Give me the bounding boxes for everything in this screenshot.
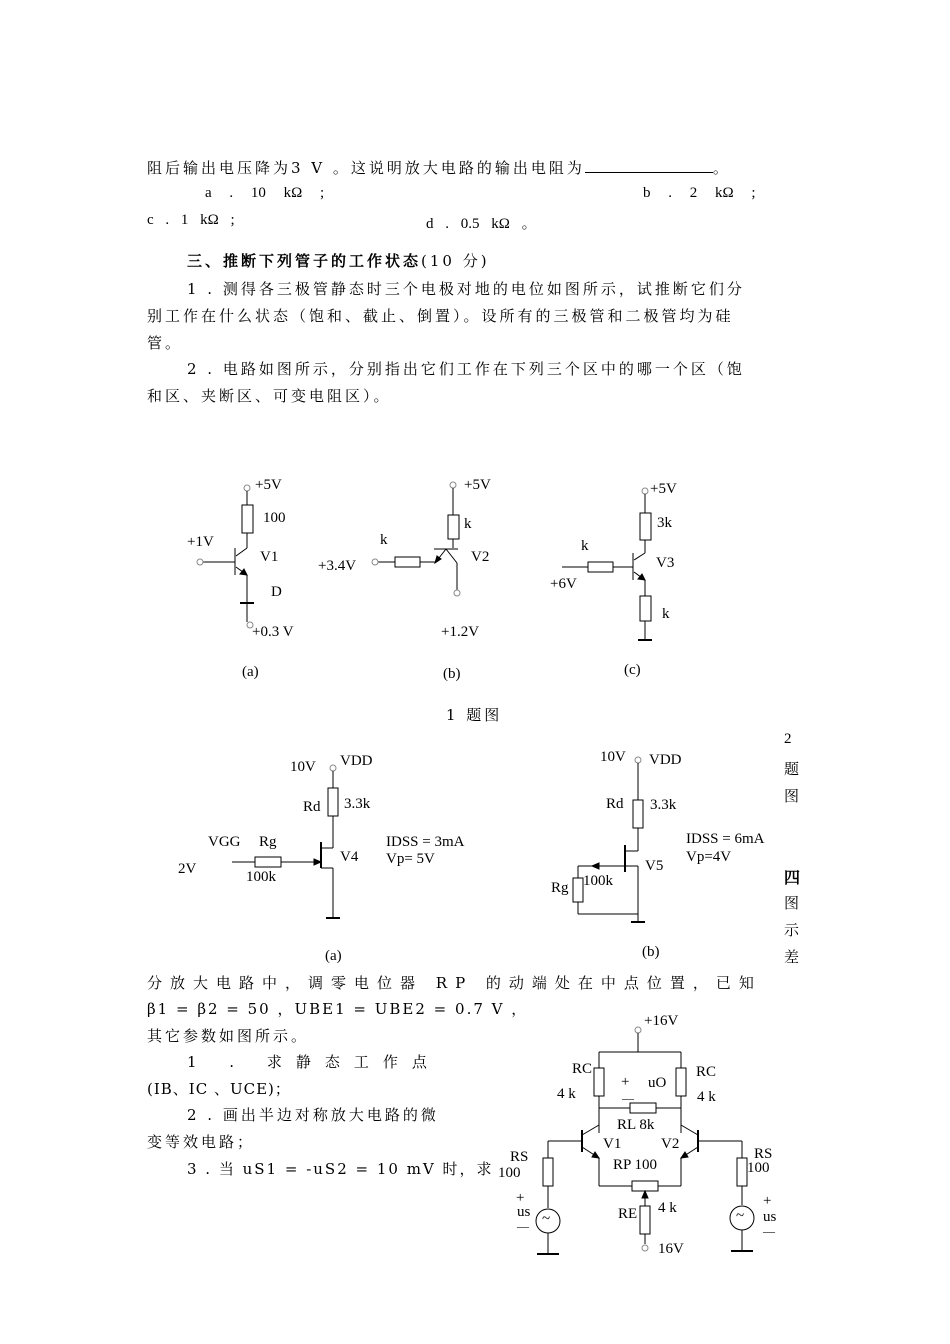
sec4-q2-line-2: 变等效电路； xyxy=(147,1133,256,1151)
fig-c-tag: (c) xyxy=(624,662,641,678)
fig-a-vb: +1V xyxy=(187,534,214,550)
q1-line-1: 1 . 测得各三极管静态时三个电极对地的电位如图所示，试推断它们分 xyxy=(187,280,745,298)
figure-1a-circuit xyxy=(197,485,254,628)
fig-a-rc: 100 xyxy=(263,510,286,526)
fig4-us2-minus: — xyxy=(763,1224,775,1238)
fig4-source1-symbol: ~ xyxy=(542,1211,551,1227)
fig4-re: RE xyxy=(618,1206,638,1222)
fig2b-rd-value: 3.3k xyxy=(650,797,677,813)
q2-line-1: 2 . 电路如图所示，分别指出它们工作在下列三个区中的哪一个区（饱 xyxy=(187,360,745,378)
fig2a-rd-value: 3.3k xyxy=(344,796,371,812)
fig2b-idss: IDSS = 6mA xyxy=(686,831,765,847)
fig4-rs1: RS xyxy=(510,1149,529,1165)
fig2b-vdd-value: 10V xyxy=(600,749,626,765)
fig-b-vb: +3.4V xyxy=(318,558,357,574)
sec4-q3-line-1: 3 . 当 uS1 = -uS2 = 10 mV 时，求 xyxy=(187,1160,494,1178)
fig4-v2: V2 xyxy=(661,1136,680,1152)
fig4-rs2: RS xyxy=(754,1146,773,1162)
sec4-line-2: β1 = β2 = 50 ，UBE1 = UBE2 = 0.7 V ， xyxy=(147,1000,529,1018)
fig-c-transistor: V3 xyxy=(656,555,675,571)
figure-4-circuit xyxy=(536,1027,754,1254)
figure-2a-circuit xyxy=(232,765,340,918)
fig4-rc2-value: 4 k xyxy=(697,1089,716,1105)
fig4-uo-plus: + xyxy=(621,1074,630,1090)
fig2a-vp: Vp= 5V xyxy=(386,851,435,867)
fig4-re-value: 4 k xyxy=(658,1200,677,1216)
fig4-rc1-value: 4 k xyxy=(557,1086,576,1102)
fig-a-transistor: V1 xyxy=(260,549,279,565)
fig2a-vdd: VDD xyxy=(340,753,373,769)
fig-b-tag: (b) xyxy=(443,666,461,682)
figure-2b-circuit xyxy=(573,757,645,922)
fig4-us1: us xyxy=(517,1204,531,1220)
fig-c-rc: 3k xyxy=(657,515,672,531)
side-label-cha: 差 xyxy=(784,948,803,966)
fig4-uo-minus: — xyxy=(622,1091,634,1105)
fig2a-tag: (a) xyxy=(325,948,342,964)
fig4-us1-minus: — xyxy=(517,1219,529,1233)
side-label-tu: 图 xyxy=(784,787,803,805)
fig-c-vcc: +5V xyxy=(650,481,677,497)
option-a: a . 10 kΩ ; xyxy=(205,185,325,201)
fig2a-vdd-value: 10V xyxy=(290,759,316,775)
text-line-1: 阻后输出电压降为3 V 。这说明放大电路的输出电阻为 。 xyxy=(147,159,731,177)
fig-a-vcc: +5V xyxy=(255,477,282,493)
fig4-v1: V1 xyxy=(603,1136,622,1152)
option-d: d . 0.5 kΩ 。 xyxy=(426,216,537,232)
fig2b-vdd: VDD xyxy=(649,752,682,768)
fig4-rp: RP 100 xyxy=(613,1157,658,1173)
fig2b-transistor: V5 xyxy=(645,858,664,874)
fig4-rs1-value: 100 xyxy=(498,1165,521,1181)
fig-c-vb: +6V xyxy=(550,576,577,592)
fig-b-vcc: +5V xyxy=(464,477,491,493)
fig2a-rg-value: 100k xyxy=(246,869,276,885)
side-label-tu2: 图 xyxy=(784,894,803,912)
q1-line-2: 别工作在什么状态（饱和、截止、倒置）。设所有的三极管和二极管均为硅 xyxy=(147,307,734,325)
section-3-title: 三、推断下列管子的工作状态(10 分) xyxy=(187,252,490,270)
fig-a-tag: (a) xyxy=(242,664,259,680)
fig4-vee: 16V xyxy=(658,1241,684,1257)
side-label-shi: 示 xyxy=(784,921,803,939)
q1-line-3: 管。 xyxy=(147,334,184,352)
sec4-q2-line-1: 2 . 画出半边对称放大电路的微 xyxy=(187,1106,439,1124)
fig4-rc1: RC xyxy=(572,1061,593,1077)
fig2a-idss: IDSS = 3mA xyxy=(386,834,465,850)
fig-b-ve: +1.2V xyxy=(441,624,480,640)
fig2b-tag: (b) xyxy=(642,944,660,960)
fig-c-re: k xyxy=(662,606,670,622)
side-label-2: 2 xyxy=(784,731,792,747)
fig4-rs2-value: 100 xyxy=(747,1160,770,1176)
fig2b-vp: Vp=4V xyxy=(686,849,732,865)
fig-a-diode: D xyxy=(271,584,282,600)
fig4-source2-symbol: ~ xyxy=(736,1208,745,1224)
fig1-caption: 1 题图 xyxy=(446,706,503,724)
option-c: c . 1 kΩ ; xyxy=(147,212,235,228)
sec4-line-1: 分放大电路中，调零电位器 RP 的动端处在中点位置，已知 xyxy=(147,974,762,992)
fig2b-rg: Rg xyxy=(551,880,569,896)
fig4-us1-plus: + xyxy=(516,1190,525,1206)
option-b: b . 2 kΩ ; xyxy=(643,185,756,201)
sec4-q1-line-2: (IB、IC 、UCE)； xyxy=(147,1080,291,1098)
fig-b-transistor: V2 xyxy=(471,549,490,565)
q2-line-2: 和区、夹断区、可变电阻区）。 xyxy=(147,387,392,405)
fig-b-rb: k xyxy=(380,532,388,548)
fig2a-transistor: V4 xyxy=(340,849,359,865)
sec4-line-3: 其它参数如图所示。 xyxy=(147,1027,310,1045)
fig2b-rg-value: 100k xyxy=(583,873,613,889)
fig2a-vgg-value: 2V xyxy=(178,861,197,877)
fig4-us2-plus: + xyxy=(763,1193,772,1209)
fig4-us2: us xyxy=(763,1209,777,1225)
figure-1c-circuit xyxy=(562,488,652,640)
side-label-ti: 题 xyxy=(784,760,803,778)
fig2a-rd: Rd xyxy=(303,799,321,815)
fig-b-rc: k xyxy=(464,516,472,532)
fig4-rl: RL 8k xyxy=(617,1117,655,1133)
fig2a-vgg: VGG xyxy=(208,834,241,850)
fig2a-rg: Rg xyxy=(259,834,277,850)
fig4-rc2: RC xyxy=(696,1064,717,1080)
fig4-uo: uO xyxy=(648,1075,667,1091)
fig-c-rb: k xyxy=(581,538,589,554)
sec4-q1-line-1: 1 . 求静态工作点 xyxy=(187,1053,441,1071)
fig2b-rd: Rd xyxy=(606,796,624,812)
side-label-si: 四 xyxy=(784,868,804,887)
fig4-vcc: +16V xyxy=(644,1013,679,1029)
fig-a-ve: +0.3 V xyxy=(252,624,294,640)
